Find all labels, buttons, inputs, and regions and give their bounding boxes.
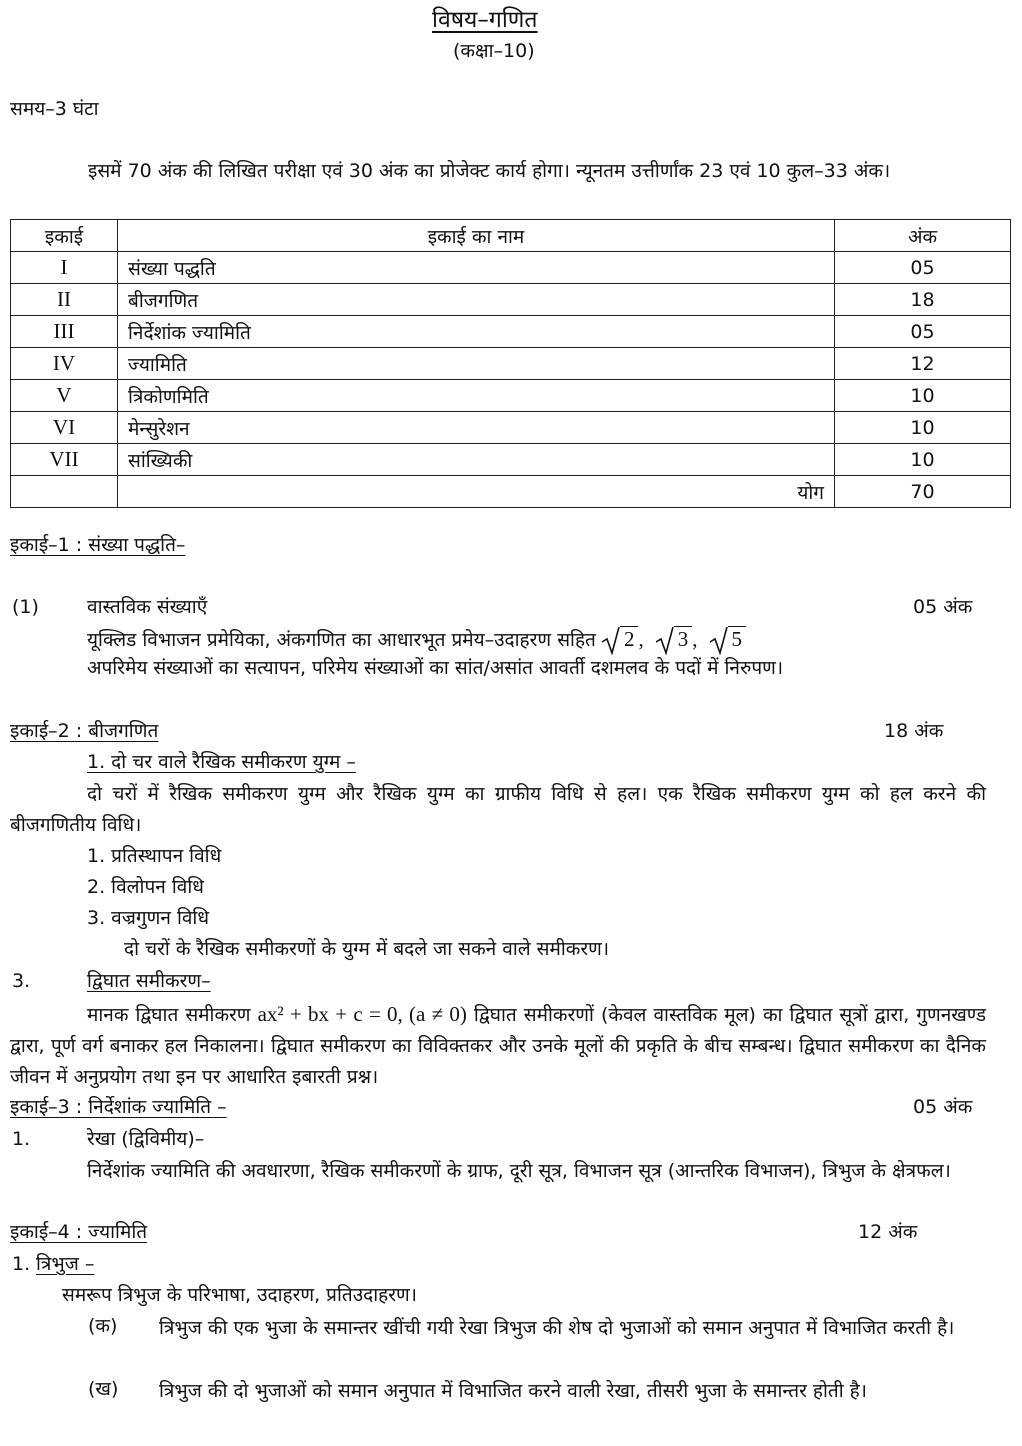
unit3-text: निर्देशांक ज्यामिति की अवधारणा, रैखिक समीकरणों के ग्राफ, दूरी सूत्र, विभाजन सूत्र (आन्तरिक विभाजन), त्रिभुज के क्षेत्रफल।: [87, 1160, 951, 1182]
unit4-item-label: (क): [88, 1315, 118, 1337]
unit-marks: 18: [835, 284, 1011, 316]
table-row: [11, 316, 1011, 348]
unit4-item-text: त्रिभुज की दो भुजाओं को समान अनुपात में विभाजित करने वाली रेखा, तीसरी भुजा के समान्तर होती है।: [159, 1380, 867, 1402]
unit-name: निर्देशांक ज्यामिति: [118, 316, 835, 348]
units-table: [10, 219, 1011, 508]
unit3-heading: इकाई–3 : निर्देशांक ज्यामिति –: [10, 1096, 227, 1118]
unit3-sub-title: रेखा (द्विविमीय)–: [87, 1128, 205, 1150]
unit2-sub3-text: मानक द्विघात समीकरण ax² + bx + c = 0, (a ≠ 0) द्विघात समीकरणों (केवल वास्तविक मूल) का द्विघात सूत्रों द्वारा, गुणनखण्ड द्वारा, पूर्ण वर्ग बनाकर हल निकालना। द्विघात समीकरण का विविक्तकर और उनके मूलों की प्रकृति के बीच सम्बन्ध। द्विघात समीकरण का दैनिक जीवन में अनुप्रयोग तथा इन पर आधारित इबारती प्रश्न।: [10, 1002, 986, 1088]
page-title: विषय–गणित: [432, 7, 538, 33]
table-row: [11, 444, 1011, 476]
total-label: योग: [118, 476, 835, 508]
method-item: 3. वज्रगुणन विधि: [87, 907, 210, 929]
unit-number: I: [11, 252, 118, 284]
quadratic-formula: ax² + bx + c = 0, (a ≠ 0): [257, 1002, 467, 1026]
table-header-row: [11, 220, 1011, 252]
table-row: [11, 412, 1011, 444]
unit-number: III: [11, 316, 118, 348]
unit4-sub-number: 1.: [12, 1253, 31, 1275]
sqrt-2: 2 ,: [602, 627, 644, 652]
unit2-sub3-number: 3.: [12, 970, 31, 992]
unit-number: II: [11, 284, 118, 316]
sqrt-5: 5: [710, 627, 747, 652]
time-label: समय–3 घंटा: [10, 98, 99, 120]
unit4-sub-title: त्रिभुज –: [36, 1253, 95, 1275]
unit-name: बीजगणित: [118, 284, 835, 316]
unit-name: मेन्सुरेशन: [118, 412, 835, 444]
unit1-line1-text: यूक्लिड विभाजन प्रमेयिका, अंकगणित का आधारभूत प्रमेय–उदाहरण सहित: [87, 629, 596, 651]
table-row: [11, 348, 1011, 380]
unit4-item-label: (ख): [88, 1378, 119, 1400]
unit-name: ज्यामिति: [118, 348, 835, 380]
table-row: [11, 380, 1011, 412]
unit-marks: 05: [835, 252, 1011, 284]
unit-name: सांख्यिकी: [118, 444, 835, 476]
total-value: 70: [835, 476, 1011, 508]
unit4-marks: 12 अंक: [858, 1221, 918, 1243]
unit-name: त्रिकोणमिति: [118, 380, 835, 412]
unit1-line2: अपरिमेय संख्याओं का सत्यापन, परिमेय संख्याओं का सांत/असांत आवर्ती दशमलव के पदों में निरुपण।: [87, 657, 784, 679]
header-unit: इकाई: [11, 220, 118, 252]
unit-name: संख्या पद्धति: [118, 252, 835, 284]
unit2-sub1-text: दो चरों में रैखिक समीकरण युग्म और रैखिक युग्म का ग्राफीय विधि से हल। एक रैखिक समीकरण युग्म को हल करने की बीजगणितीय विधि।: [10, 783, 986, 836]
unit2-sub3-title: द्विघात समीकरण–: [87, 970, 211, 992]
table-row: [11, 252, 1011, 284]
unit-marks: 05: [835, 316, 1011, 348]
unit1-item-title: वास्तविक संख्याएँ: [87, 596, 208, 618]
unit-marks: 10: [835, 380, 1011, 412]
unit4-heading: इकाई–4 : ज्यामिति: [10, 1221, 148, 1243]
unit-number: V: [11, 380, 118, 412]
method-item: 2. विलोपन विधि: [87, 876, 204, 898]
class-label: (कक्षा–10): [453, 40, 535, 62]
unit2-heading: इकाई–2 : बीजगणित: [10, 720, 159, 742]
table-row: [11, 284, 1011, 316]
method-item: 1. प्रतिस्थापन विधि: [87, 845, 222, 867]
unit3-sub-number: 1.: [12, 1128, 31, 1150]
unit2-sub1-title: 1. दो चर वाले रैखिक समीकरण युग्म –: [87, 751, 356, 773]
unit4-intro: समरूप त्रिभुज के परिभाषा, उदाहरण, प्रतिउदाहरण।: [62, 1284, 417, 1306]
unit3-marks: 05 अंक: [913, 1096, 973, 1118]
table-total-row: [11, 476, 1011, 508]
unit1-item-number: (1): [12, 596, 39, 618]
unit2-marks: 18 अंक: [884, 720, 944, 742]
unit1-line1: [87, 627, 752, 652]
methods-note: दो चरों के रैखिक समीकरणों के युग्म में बदले जा सकने वाले समीकरण।: [124, 938, 610, 960]
unit-marks: 10: [835, 444, 1011, 476]
unit-marks: 10: [835, 412, 1011, 444]
intro-paragraph: इसमें 70 अंक की लिखित परीक्षा एवं 30 अंक का प्रोजेक्ट कार्य होगा। न्यूनतम उत्तीर्णांक 23 एवं 10 कुल–33 अंक।: [88, 160, 891, 182]
unit1-marks: 05 अंक: [913, 596, 973, 618]
unit-number: VII: [11, 444, 118, 476]
unit1-heading: इकाई–1 : संख्या पद्धति–: [10, 534, 186, 556]
unit-number: IV: [11, 348, 118, 380]
unit-number: VI: [11, 412, 118, 444]
sqrt-3: 3 ,: [656, 627, 698, 652]
unit4-item-text: त्रिभुज की एक भुजा के समान्तर खींची गयी रेखा त्रिभुज की शेष दो भुजाओं को समान अनुपात में विभाजित करती है।: [159, 1317, 955, 1339]
unit-marks: 12: [835, 348, 1011, 380]
header-marks: अंक: [835, 220, 1011, 252]
header-unit-name: इकाई का नाम: [118, 220, 835, 252]
